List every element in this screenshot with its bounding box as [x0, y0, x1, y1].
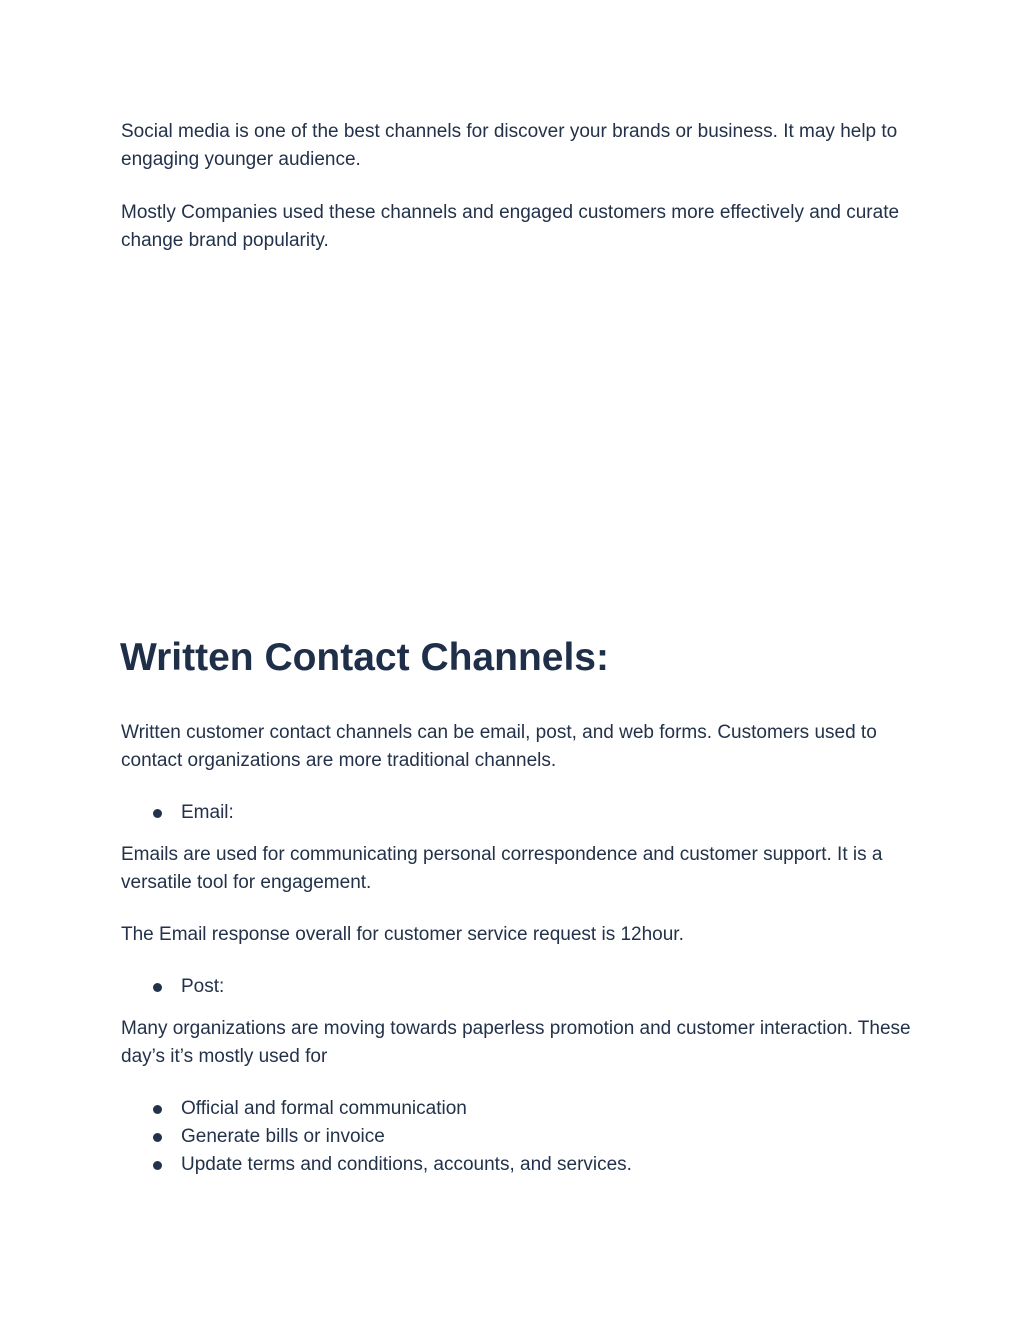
- list-item: [121, 799, 234, 827]
- section-heading-written-contact-channels: Written Contact Channels:: [120, 636, 609, 679]
- social-media-paragraph-2: Mostly Companies used these channels and engaged customers more effectively and curate change brand popularity.: [121, 202, 900, 251]
- email-bullet-list: [121, 799, 234, 827]
- bullet-icon: [153, 1161, 162, 1170]
- list-item: [121, 973, 224, 1001]
- post-uses-list: [121, 1095, 632, 1179]
- bullet-icon: [153, 1133, 162, 1142]
- post-use-item: Generate bills or invoice: [181, 1126, 385, 1147]
- list-item: [121, 1151, 632, 1179]
- list-item: [121, 1123, 632, 1151]
- post-paragraph-1: Many organizations are moving towards paperless promotion and customer interaction. These day’s it’s mostly used for: [121, 1018, 911, 1067]
- email-bullet-label: Email:: [181, 802, 234, 823]
- email-paragraph-2: The Email response overall for customer service request is 12hour.: [121, 924, 684, 945]
- bullet-icon: [153, 1105, 162, 1114]
- post-use-item: Official and formal communication: [181, 1098, 467, 1119]
- written-channels-intro-paragraph: Written customer contact channels can be email, post, and web forms. Customers used to contact organizations are more traditional channels.: [121, 722, 877, 771]
- bullet-icon: [153, 983, 162, 992]
- list-item: [121, 1095, 632, 1123]
- post-bullet-list: [121, 973, 224, 1001]
- social-media-paragraph-1: Social media is one of the best channels for discover your brands or business. It may help to engaging younger audience.: [121, 121, 898, 170]
- post-use-item: Update terms and conditions, accounts, and services.: [181, 1154, 632, 1175]
- bullet-icon: [153, 809, 162, 818]
- email-paragraph-1: Emails are used for communicating personal correspondence and customer support. It is a versatile tool for engagement.: [121, 844, 883, 893]
- post-bullet-label: Post:: [181, 976, 225, 997]
